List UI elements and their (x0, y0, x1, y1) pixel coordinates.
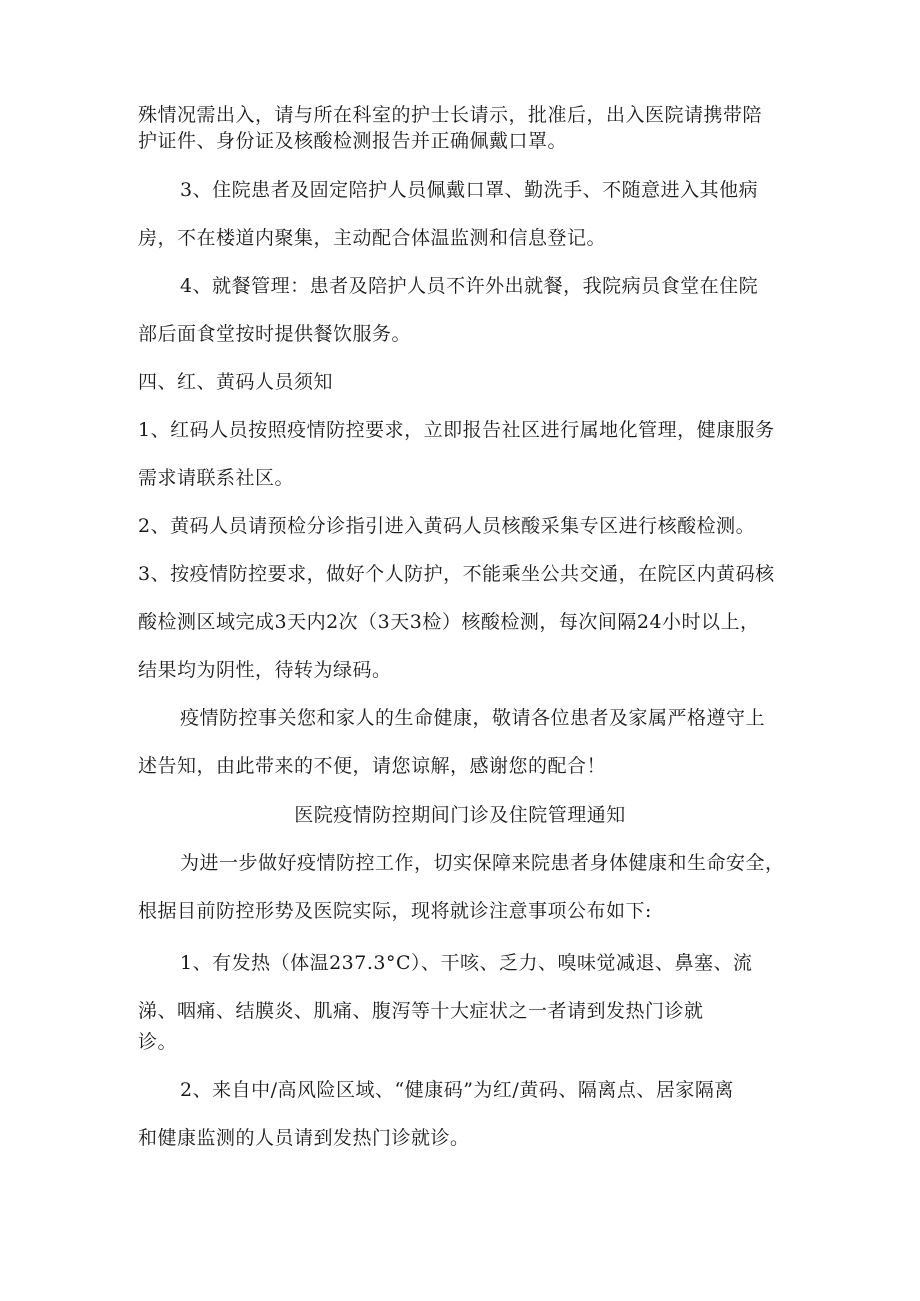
paragraph-line: 房，不在楼道内聚集，主动配合体温监测和信息登记。 (138, 227, 607, 249)
section-heading: 四、红、黄码人员须知 (138, 371, 334, 393)
paragraph-line: 2、黄码人员请预检分诊指引进入黄码人员核酸采集专区进行核酸检测。 (138, 515, 756, 537)
paragraph-line: 1、有发热（体温237.3°C）、干咳、乏力、嗅味觉减退、鼻塞、流 (180, 952, 753, 974)
paragraph-line: 3、按疫情防控要求，做好个人防护，不能乘坐公共交通，在院区内黄码核 (138, 563, 775, 585)
paragraph-line: 4、就餐管理：患者及陪护人员不许外出就餐，我院病员食堂在住院 (180, 275, 759, 297)
paragraph-line: 酸检测区域完成3天内2次（3天3检）核酸检测，每次间隔24小时以上， (138, 611, 760, 633)
paragraph-line: 2、来自中/高风险区域、“健康码”为红/黄码、隔离点、居家隔离 (180, 1079, 734, 1101)
paragraph-line: 需求请联系社区。 (138, 467, 295, 489)
paragraph-line: 根据目前防控形势及医院实际，现将就诊注意事项公布如下: (138, 900, 652, 922)
paragraph-line: 为进一步做好疫情防控工作，切实保障来院患者身体健康和生命安全， (180, 852, 785, 874)
paragraph-line: 疫情防控事关您和家人的生命健康，敬请各位患者及家属严格遵守上 (180, 707, 766, 729)
paragraph-line: 述告知，由此带来的不便，请您谅解，感谢您的配合！ (138, 755, 607, 777)
paragraph-line: 部后面食堂按时提供餐饮服务。 (138, 323, 412, 345)
paragraph-line: 3、住院患者及固定陪护人员佩戴口罩、勤洗手、不随意进入其他病 (180, 179, 759, 201)
paragraph-line: 殊情况需出入，请与所在科室的护士长请示，批准后，出入医院请携带陪 (138, 104, 763, 126)
paragraph-line: 诊。 (138, 1031, 178, 1053)
notice-title: 医院疫情防控期间门诊及住院管理通知 (294, 804, 626, 826)
paragraph-line: 1、红码人员按照疫情防控要求，立即报告社区进行属地化管理，健康服务 (138, 419, 775, 441)
paragraph-line: 护证件、身份证及核酸检测报告并正确佩戴口罩。 (138, 130, 568, 152)
paragraph-line: 涕、咽痛、结膜炎、肌痛、腹泻等十大症状之一者请到发热门诊就 (138, 1000, 704, 1022)
paragraph-line: 和健康监测的人员请到发热门诊就诊。 (138, 1127, 470, 1149)
paragraph-line: 结果均为阴性，待转为绿码。 (138, 659, 392, 681)
